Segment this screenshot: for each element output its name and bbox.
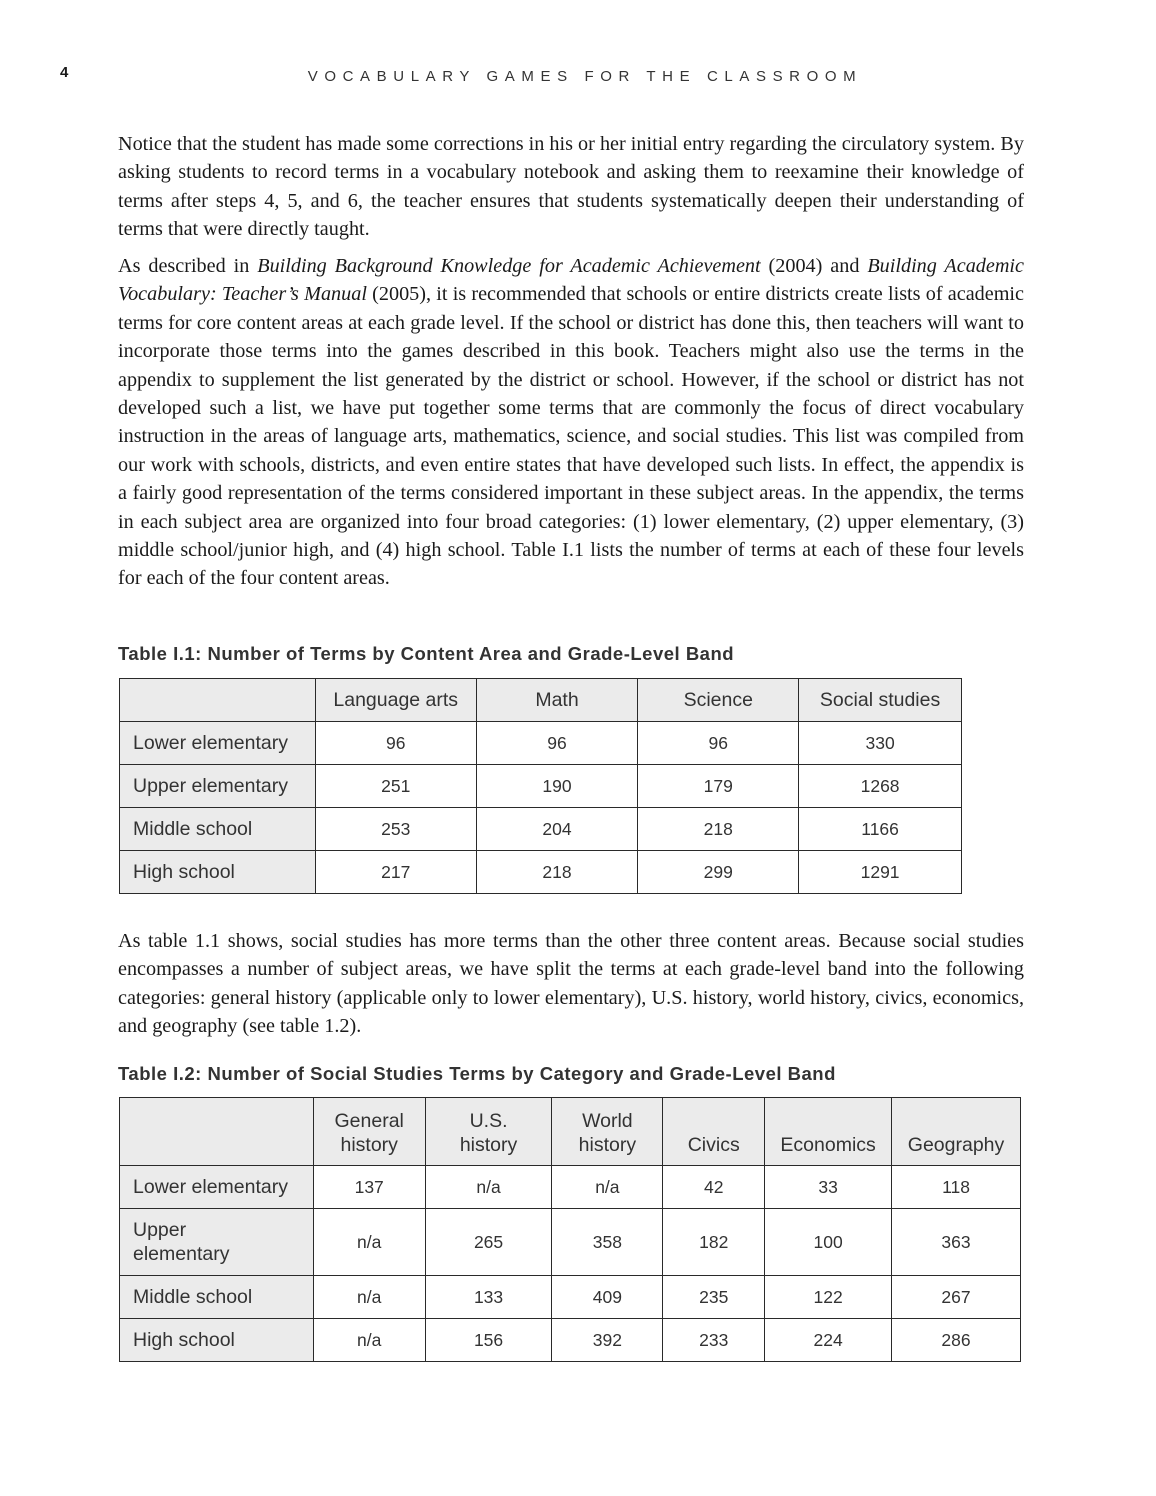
table-cell: 233: [663, 1319, 765, 1362]
row-header: Lower elementary: [120, 1166, 314, 1209]
table-cell: 204: [476, 808, 638, 851]
table2-caption: Table I.2: Number of Social Studies Terms by Category and Grade-Level Band: [118, 1063, 836, 1084]
paragraph-text: (2004) and: [760, 255, 868, 277]
column-header: [552, 1098, 663, 1166]
table-cell: 122: [765, 1276, 892, 1319]
table-cell: 224: [765, 1319, 892, 1362]
column-header: Geography: [892, 1098, 1021, 1166]
table-header-row: [120, 679, 962, 722]
table-cell: 265: [425, 1209, 552, 1276]
column-header-line: World: [582, 1110, 633, 1132]
table-cell: 218: [476, 851, 638, 894]
table-row: [120, 765, 962, 808]
table-row: [120, 851, 962, 894]
table-cell: 267: [892, 1276, 1021, 1319]
table-cell: 96: [638, 722, 799, 765]
table-cell: 392: [552, 1319, 663, 1362]
row-header: Upper elementary: [120, 765, 316, 808]
column-header: [313, 1098, 425, 1166]
table-cell: n/a: [313, 1319, 425, 1362]
table-row: [120, 1319, 1021, 1362]
table-cell: 299: [638, 851, 799, 894]
table-cell: 100: [765, 1209, 892, 1276]
column-header-line: history: [578, 1134, 637, 1156]
table-cell: 363: [892, 1209, 1021, 1276]
paragraph-text: (2005), it is recommended that schools or entire districts create lists of academic terms for core content areas at each grade level. If the school or district has done this, then teachers will want to incorporate those terms into the games described in this book. Teachers might also use the terms in the appendix to supplement the list generated by the district or school. However, if the school or district has not developed such a list, we have put together some terms that are commonly the focus of direct vocabulary instruction in the areas of language arts, mathematics, science, and social studies. This list was compiled from our work with schools, districts, and even entire states that have developed such lists. In effect, the appendix is a fairly good representation of the terms considered important in these subject areas. In the appendix, the terms in each subject area are organized into four broad categories: (1) lower elementary, (2) upper elementary, (3) middle school/junior high, and (4) high school. Table I.1 lists the number of terms at each of these four levels for each of the four content areas.: [118, 283, 1024, 590]
table-cell: n/a: [313, 1209, 425, 1276]
column-header: Civics: [663, 1098, 765, 1166]
table-cell: 156: [425, 1319, 552, 1362]
table-cell: 358: [552, 1209, 663, 1276]
row-header: High school: [120, 851, 316, 894]
table-row: [120, 722, 962, 765]
paragraph-text: As described in: [118, 255, 258, 277]
table-cell: n/a: [552, 1166, 663, 1209]
table-cell: 253: [315, 808, 476, 851]
column-header: Social studies: [799, 679, 962, 722]
table-cell: 42: [663, 1166, 765, 1209]
table-cell: 96: [315, 722, 476, 765]
column-header-line: history: [459, 1134, 518, 1156]
table-cell: 190: [476, 765, 638, 808]
table-corner-cell: [120, 679, 316, 722]
table-row: [120, 1209, 1021, 1276]
row-header: Lower elementary: [120, 722, 316, 765]
table-cell: 286: [892, 1319, 1021, 1362]
book-title-background-knowledge: Building Background Knowledge for Academic Achievement: [257, 255, 761, 277]
table-cell: 133: [425, 1276, 552, 1319]
table-cell: 1291: [799, 851, 962, 894]
table1-caption: Table I.1: Number of Terms by Content Area and Grade-Level Band: [118, 643, 735, 664]
running-head: VOCABULARY GAMES FOR THE CLASSROOM: [307, 68, 863, 85]
table-cell: 235: [663, 1276, 765, 1319]
row-header: [120, 1209, 314, 1276]
table-cell: 330: [799, 722, 962, 765]
table-cell: 217: [315, 851, 476, 894]
book-title-academic-vocabulary: Building Academic Vocabulary: Teacher’s Manual: [118, 255, 1024, 306]
table-cell: 96: [476, 722, 638, 765]
table-cell: 1268: [799, 765, 962, 808]
table-cell: 218: [638, 808, 799, 851]
column-header-line: General: [334, 1110, 404, 1132]
social-studies-terms-table: [119, 1097, 1021, 1362]
table-cell: 1166: [799, 808, 962, 851]
table-cell: 118: [892, 1166, 1021, 1209]
column-header: Science: [638, 679, 799, 722]
table-cell: 179: [638, 765, 799, 808]
column-header: [425, 1098, 552, 1166]
table-cell: 33: [765, 1166, 892, 1209]
table-row: [120, 1276, 1021, 1319]
page-number: 4: [60, 64, 69, 81]
table-cell: 409: [552, 1276, 663, 1319]
row-header: Middle school: [120, 1276, 314, 1319]
table-cell: n/a: [425, 1166, 552, 1209]
column-header: Language arts: [315, 679, 476, 722]
paragraph-notebook-corrections: Notice that the student has made some corrections in his or her initial entry regarding the circulatory system. By asking students to record terms in a vocabulary notebook and asking them to reexamine their knowledge of terms after steps 4, 5, and 6, the teacher ensures that students systematically deepen their understanding of terms that were directly taught.: [118, 133, 1024, 241]
table-row: [120, 808, 962, 851]
terms-by-content-area-table: [119, 678, 962, 894]
row-header: High school: [120, 1319, 314, 1362]
table-corner-cell: [120, 1098, 314, 1166]
column-header-line: history: [340, 1134, 398, 1156]
column-header-line: U.S.: [469, 1110, 508, 1132]
table-cell: 251: [315, 765, 476, 808]
table-row: [120, 1166, 1021, 1209]
paragraph-academic-terms: [118, 252, 1024, 593]
column-header: Economics: [765, 1098, 892, 1166]
column-header: Math: [476, 679, 638, 722]
table-cell: n/a: [313, 1276, 425, 1319]
paragraph-social-studies: As table 1.1 shows, social studies has more terms than the other three content areas. Because social studies encompasses a number of subject areas, we have split the terms at each grade-level band into the following categories: general history (applicable only to lower elementary), U.S. history, world history, civics, economics, and geography (see table 1.2).: [118, 930, 1024, 1038]
table-cell: 182: [663, 1209, 765, 1276]
row-header: Middle school: [120, 808, 316, 851]
table-header-row: [120, 1098, 1021, 1166]
row-header-line: elementary: [133, 1243, 230, 1265]
table-cell: 137: [313, 1166, 425, 1209]
row-header-line: Upper: [133, 1219, 187, 1241]
